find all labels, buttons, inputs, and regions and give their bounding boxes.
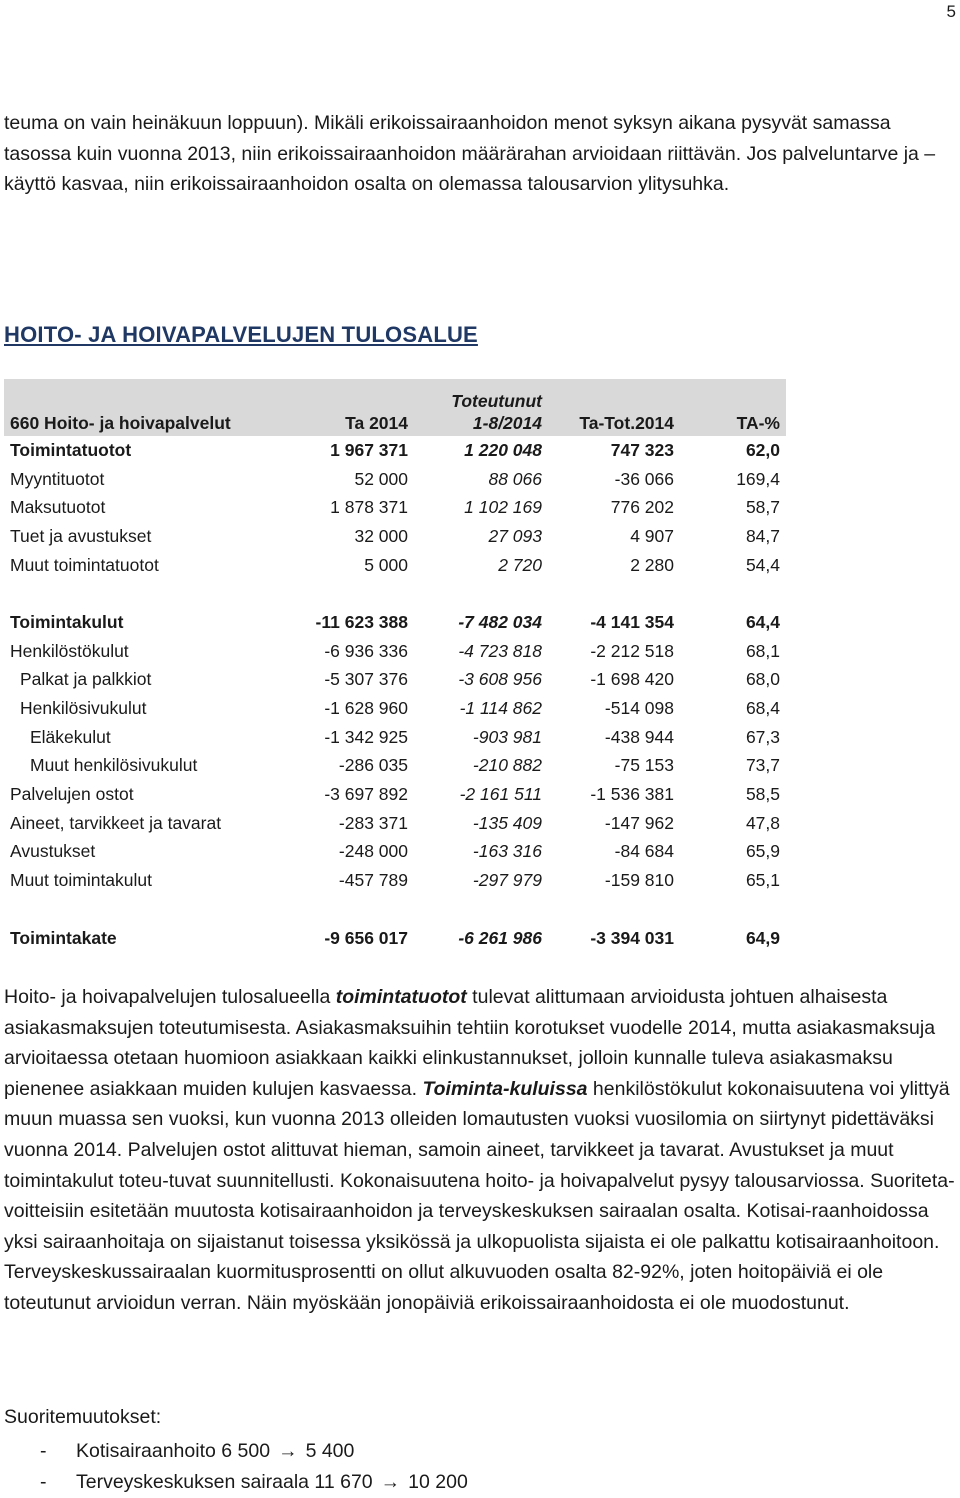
cell-diff: -2 212 518 <box>590 640 674 661</box>
cell-pct: 62,0 <box>745 439 780 460</box>
row-label: Aineet, tarvikkeet ja tavarat <box>10 812 222 833</box>
cell-tot: -210 882 <box>472 755 542 776</box>
change-to: 5 400 <box>305 1440 355 1462</box>
row-label: Muut toimintatuotot <box>10 554 159 575</box>
cell-pct: 169,4 <box>736 468 780 489</box>
cell-pct: 64,9 <box>745 927 780 948</box>
cell-tot: -1 114 862 <box>459 698 542 719</box>
row-label: Tuet ja avustukset <box>10 525 152 546</box>
header-toteutunut-line2: 1-8/2014 <box>472 413 542 433</box>
cell-tot: -3 608 956 <box>458 669 542 690</box>
cell-ta: -5 307 376 <box>324 669 408 690</box>
cell-ta: 5 000 <box>364 554 408 575</box>
row-label: Toimintatuotot <box>10 439 132 460</box>
row-label: Myyntituotot <box>10 468 105 489</box>
cell-ta: 52 000 <box>354 468 408 489</box>
cell-diff: -84 684 <box>614 841 674 862</box>
list-item <box>4 1467 468 1498</box>
analysis-text-3: henkilöstökulut kokonaisuutena voi ylittyä muun muassa sen vuoksi, kun vuonna 2013 olleiden lomautusten vuoksi vuosilomia on siirtynyt pidettäväksi vuonna 2014. Palvelujen ostot alittuvat hieman, samoin aineet, tarvikkeet ja tavarat. Avustukset ja muut toimintakulut toteu-tuvat suunnitellusti. Kokonaisuutena hoito- ja hoivapalvelut pysyy talousarviossa. Suoriteta-voitteisiin esitetään muutosta kotisairaanhoidon ja terveyskeskuksen sairaalan osalta. Kotisai-raanhoidossa yksi sairaanhoitaja on sijaistanut toisessa yksikössä ja ulkopuolista sijaista ei ole palkattu kotisairaanhoitoon. Terveyskeskussairaalan kuormitusprosentti on ollut alkuvuoden osalta 82-92%, joten hoitopäiviä ei ole toteutunut arvioidun verran. Näin myöskään jonopäiviä erikoissairaanhoidosta ei ole muodostunut. <box>4 1077 955 1314</box>
cell-ta: -283 371 <box>338 812 408 833</box>
cell-tot: -6 261 986 <box>458 927 542 948</box>
section-heading: HOITO- JA HOIVAPALVELUJEN TULOSALUE <box>4 322 478 347</box>
row-label: Toimintakulut <box>10 611 124 632</box>
cell-pct: 58,5 <box>745 784 780 805</box>
cell-tot: -903 981 <box>472 726 542 747</box>
cell-tot: -297 979 <box>472 870 542 891</box>
cell-diff: 747 323 <box>610 439 674 460</box>
row-label: Muut toimintakulut <box>10 870 153 891</box>
table-row <box>4 436 786 465</box>
cell-pct: 67,3 <box>745 726 780 747</box>
table-header-row <box>4 379 786 436</box>
cell-pct: 54,4 <box>745 554 780 575</box>
change-to: 10 200 <box>408 1471 468 1493</box>
table-row <box>4 809 786 838</box>
header-pct: TA-% <box>680 379 786 436</box>
cell-diff: -4 141 354 <box>590 611 674 632</box>
arrow-right-icon: → <box>278 1440 298 1462</box>
change-from: Kotisairaanhoito 6 500 <box>76 1440 271 1462</box>
cell-ta: -286 035 <box>338 755 408 776</box>
cell-diff: -36 066 <box>614 468 674 489</box>
header-label: 660 Hoito- ja hoivapalvelut <box>4 379 286 436</box>
cell-diff: -3 394 031 <box>590 927 674 948</box>
cell-diff: -75 153 <box>614 755 674 776</box>
cell-pct: 68,0 <box>745 669 780 690</box>
cell-ta: -457 789 <box>338 870 408 891</box>
row-label: Eläkekulut <box>30 726 111 747</box>
header-diff: Ta-Tot.2014 <box>548 379 680 436</box>
cell-tot: 1 102 169 <box>464 497 542 518</box>
budget-table <box>4 379 786 952</box>
cell-diff: -514 098 <box>604 698 674 719</box>
table-row <box>4 637 786 666</box>
cell-ta: -6 936 336 <box>324 640 408 661</box>
row-label: Maksutuotot <box>10 497 106 518</box>
cell-tot: -2 161 511 <box>459 784 542 805</box>
cell-ta: -9 656 017 <box>324 927 408 948</box>
row-label: Avustukset <box>10 841 96 862</box>
header-toteutunut <box>414 379 548 436</box>
header-ta: Ta 2014 <box>286 379 414 436</box>
row-label: Toimintakate <box>10 927 117 948</box>
cell-diff: 4 907 <box>630 525 674 546</box>
changes-list <box>4 1436 468 1498</box>
analysis-text-1: Hoito- ja hoivapalvelujen tulosalueella <box>4 986 336 1008</box>
cell-tot: -135 409 <box>472 812 542 833</box>
cell-pct: 64,4 <box>745 611 780 632</box>
row-label: Muut henkilösivukulut <box>30 755 198 776</box>
row-label: Henkilösivukulut <box>20 698 147 719</box>
table-row <box>4 551 786 580</box>
cell-pct: 68,1 <box>745 640 780 661</box>
header-toteutunut-line1: Toteutunut <box>451 391 542 411</box>
cell-diff: -1 536 381 <box>590 784 674 805</box>
cell-ta: 1 967 371 <box>330 439 408 460</box>
cell-tot: -4 723 818 <box>458 640 542 661</box>
analysis-emphasis-toimintakuluissa: Toiminta-kuluissa <box>422 1077 588 1100</box>
table-row <box>4 608 786 637</box>
cell-ta: -11 623 388 <box>315 611 408 632</box>
cell-ta: -248 000 <box>338 841 408 862</box>
analysis-emphasis-toimintatuotot: toimintatuotot <box>335 986 467 1008</box>
cell-ta: -3 697 892 <box>324 784 408 805</box>
row-label: Palvelujen ostot <box>10 784 134 805</box>
table-row <box>4 666 786 695</box>
cell-ta: -1 342 925 <box>324 726 408 747</box>
cell-pct: 84,7 <box>745 525 780 546</box>
cell-ta: 1 878 371 <box>330 497 408 518</box>
table-row <box>4 694 786 723</box>
cell-tot: 1 220 048 <box>464 439 542 460</box>
row-label: Palkat ja palkkiot <box>20 669 152 690</box>
table-row <box>4 838 786 867</box>
cell-diff: -147 962 <box>604 812 674 833</box>
cell-pct: 65,9 <box>745 841 780 862</box>
table-spacer <box>4 895 786 924</box>
table-row <box>4 924 786 953</box>
arrow-right-icon: → <box>380 1471 401 1493</box>
cell-pct: 65,1 <box>745 870 780 891</box>
cell-diff: 776 202 <box>610 497 674 518</box>
cell-diff: -1 698 420 <box>590 669 674 690</box>
cell-diff: -159 810 <box>604 870 674 891</box>
cell-pct: 58,7 <box>745 497 780 518</box>
list-dash: - <box>40 1440 47 1462</box>
cell-pct: 47,8 <box>745 812 780 833</box>
table-row <box>4 780 786 809</box>
table-spacer <box>4 579 786 608</box>
change-from: Terveyskeskuksen sairaala 11 670 <box>76 1471 373 1493</box>
cell-tot: -163 316 <box>472 841 542 862</box>
cell-diff: 2 280 <box>630 554 674 575</box>
cell-pct: 68,4 <box>745 698 780 719</box>
row-label: Henkilöstökulut <box>10 640 129 661</box>
list-item <box>4 1436 468 1467</box>
cell-pct: 73,7 <box>745 755 780 776</box>
cell-tot: -7 482 034 <box>458 611 542 632</box>
table-row <box>4 866 786 895</box>
table-row <box>4 723 786 752</box>
analysis-paragraph <box>4 982 956 1319</box>
cell-tot: 2 720 <box>498 554 542 575</box>
cell-ta: -1 628 960 <box>324 698 408 719</box>
page-number: 5 <box>946 2 956 21</box>
table-row <box>4 752 786 781</box>
cell-diff: -438 944 <box>604 726 674 747</box>
intro-paragraph: teuma on vain heinäkuun loppuun). Mikäli erikoissairaanhoidon menot syksyn aikana pysyvät samassa tasossa kuin vuonna 2013, niin erikoissairaanhoidon määrärahan arvioidaan riittävän. Jos palveluntarve ja –käyttö kasvaa, niin erikoissairaanhoidon osalta on olemassa talousarvion ylitysuhka. <box>4 112 936 195</box>
table-row <box>4 522 786 551</box>
table-row <box>4 465 786 494</box>
table-row <box>4 493 786 522</box>
cell-ta: 32 000 <box>354 525 408 546</box>
analysis-text-2: tulevat alittumaan arvioidusta johtuen alhaisesta asiakasmaksujen toteutumisesta. Asiakasmaksuihin tehtiin korotukset vuodelle 2014, mutta asiakasmaksuja arvioitaessa otetaan huomioon asiakkaan kaikki elinkustannukset, jolloin kunnalle tuleva asiakasmaksu pienenee asiakkaan muiden kulujen kasvaessa. <box>4 986 936 1100</box>
cell-tot: 88 066 <box>488 468 542 489</box>
changes-title: Suoritemuutokset: <box>4 1406 162 1428</box>
cell-tot: 27 093 <box>488 525 542 546</box>
list-dash: - <box>40 1471 47 1493</box>
